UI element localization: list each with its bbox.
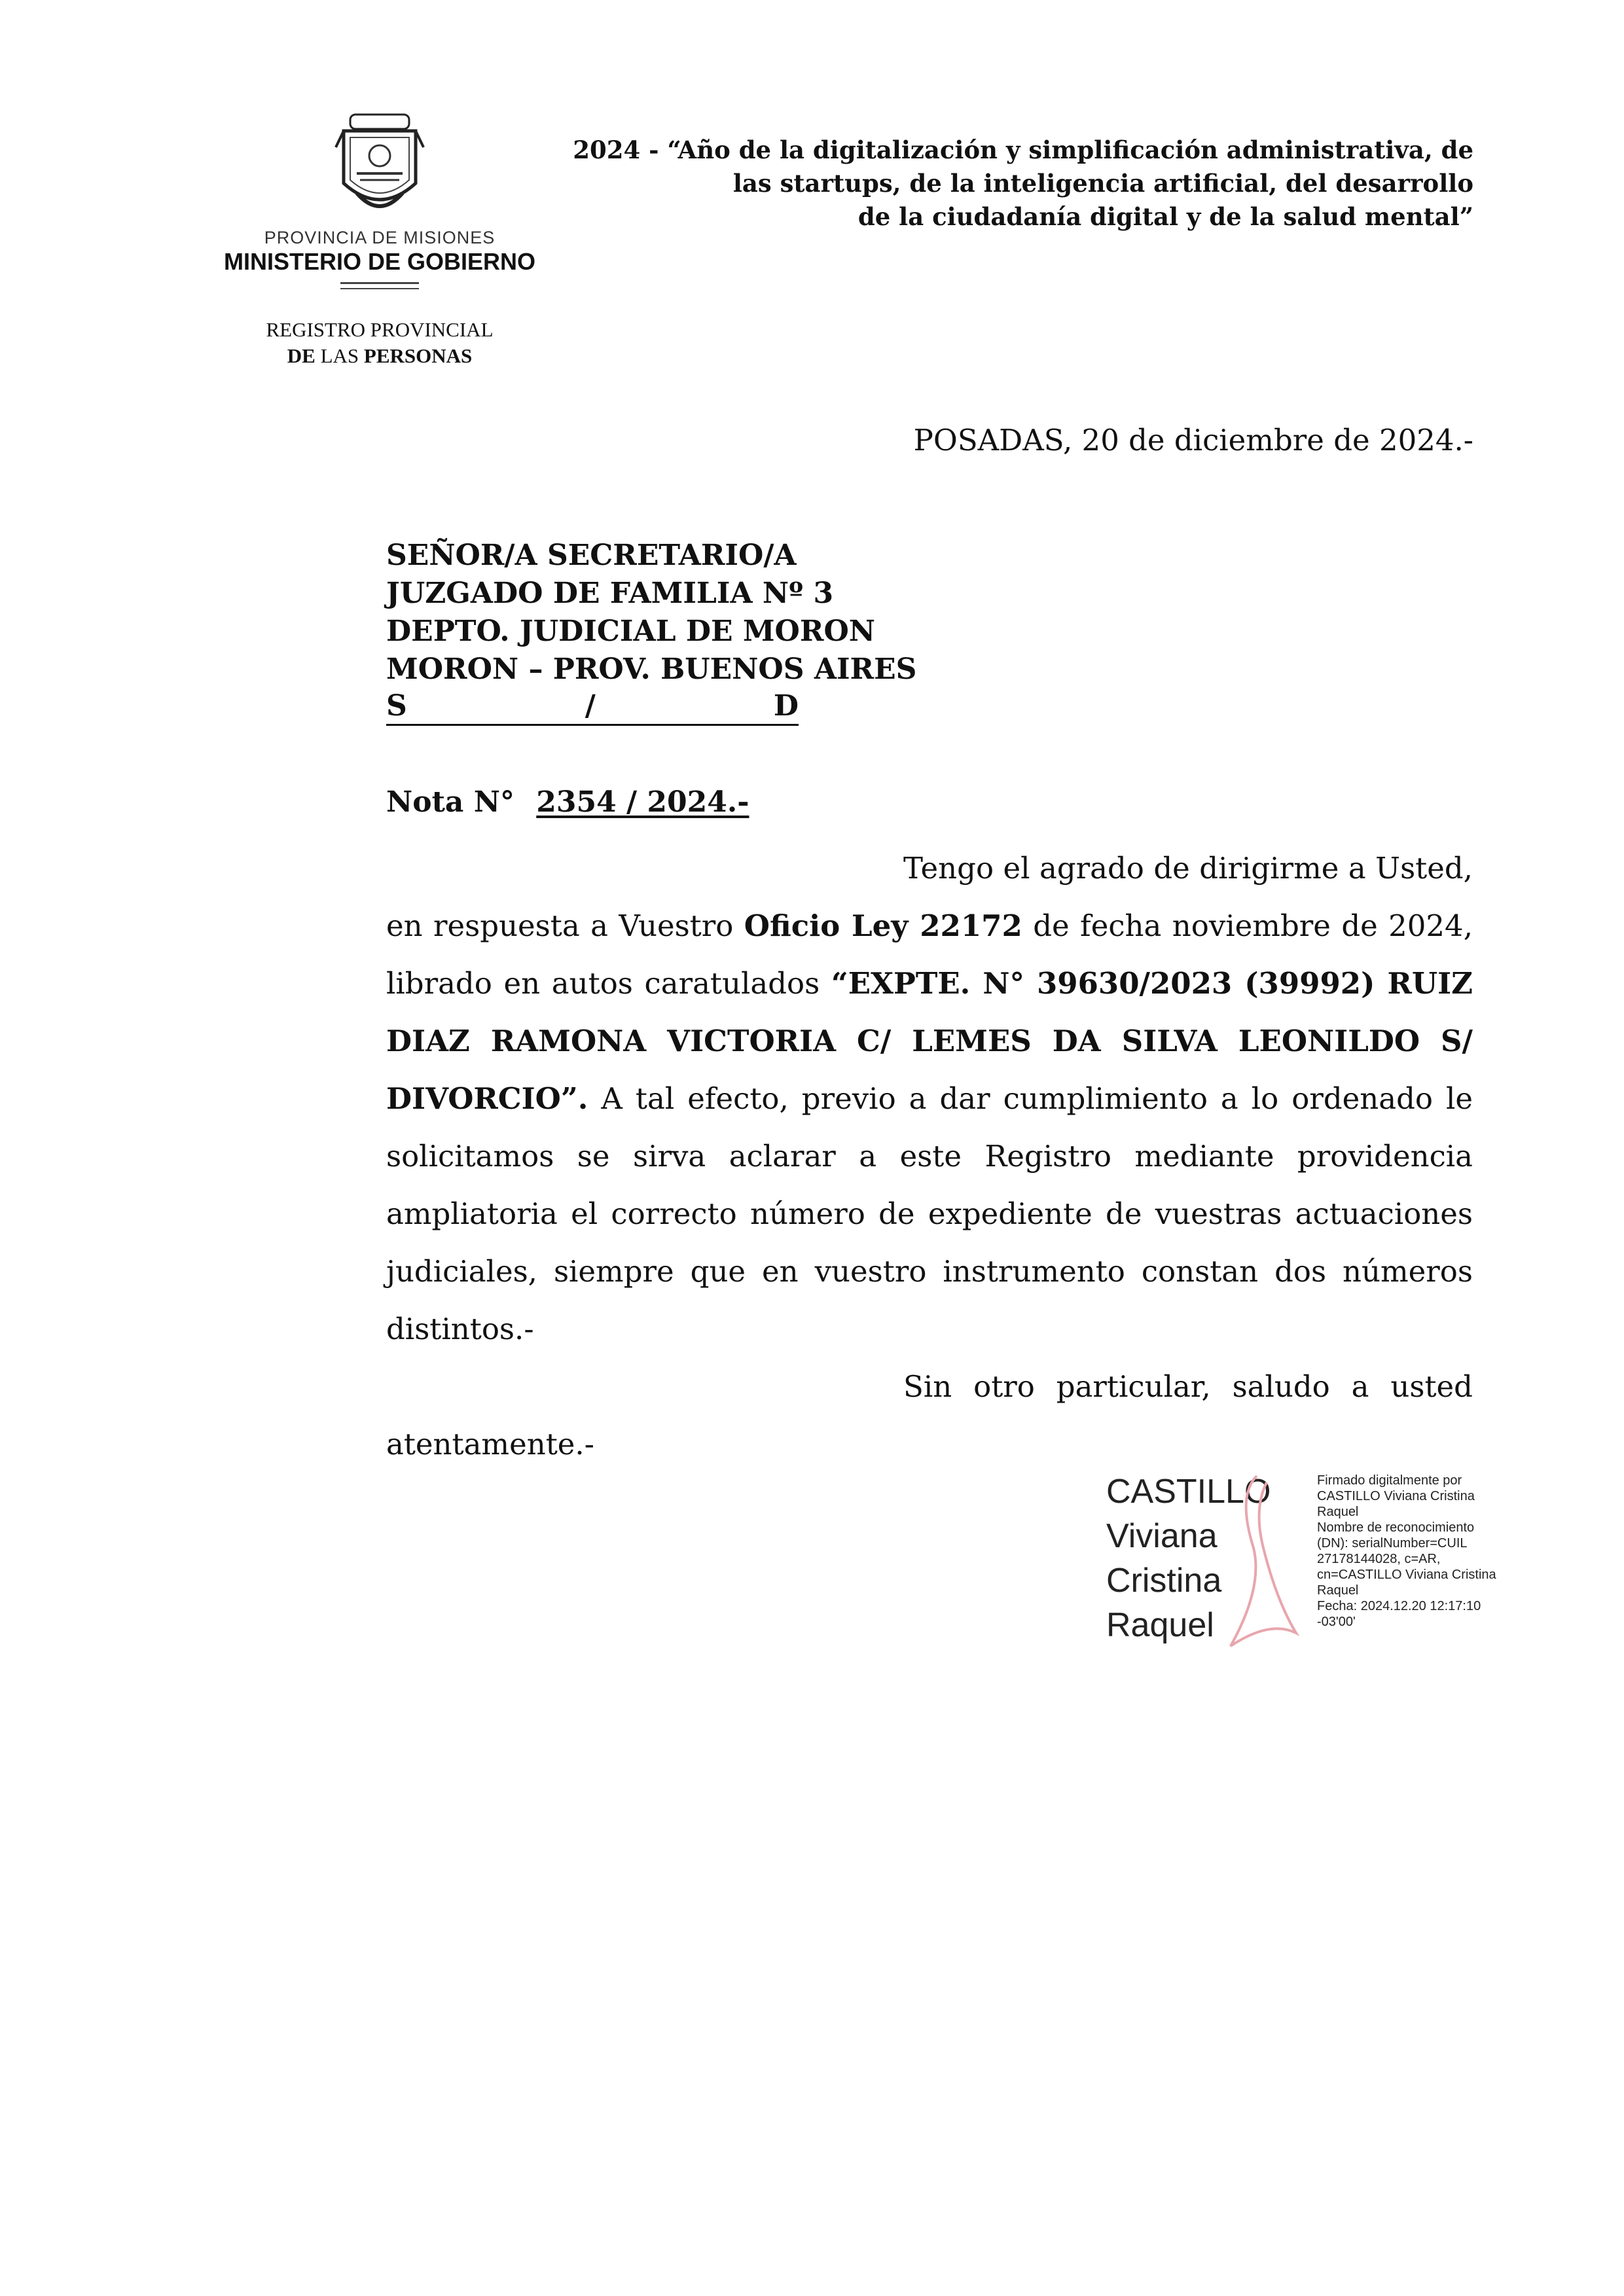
addressee-block <box>386 537 916 726</box>
motto-line: de la ciudadanía digital y de la salud mental” <box>857 202 1473 231</box>
nota-number: 2354 / 2024.- <box>536 785 749 819</box>
date-line: POSADAS, 20 de diciembre de 2024.- <box>913 423 1473 457</box>
digital-signature-mark-icon <box>1218 1469 1316 1666</box>
ministry-province: PROVINCIA DE MISIONES <box>264 228 496 247</box>
motto-line: las startups, de la inteligencia artificial, del desarrollo <box>732 169 1473 198</box>
ministry-divider <box>340 282 419 284</box>
motto-line: 2024 - “Año de la digitalización y simplificación administrativa, de <box>573 135 1473 164</box>
nota-reference <box>386 785 749 819</box>
nota-label: Nota N° <box>386 785 514 819</box>
registry-line-1: REGISTRO PROVINCIAL <box>266 318 494 341</box>
addressee-line: DEPTO. JUDICIAL DE MORON <box>386 615 875 648</box>
signature-details: Firmado digitalmente por CASTILLO Viviana Cristina Raquel Nombre de reconocimiento (DN): serialNumber=CUIL 27178144028, c=AR, cn=CASTILLO Viviana Cristina Raquel Fecha: 2024.12.20 12:17:10 -03'00' <box>1317 1473 1496 1629</box>
ministry-divider-2 <box>340 288 419 289</box>
ministry-name: MINISTERIO DE GOBIERNO <box>223 248 536 275</box>
registry-name <box>249 317 511 369</box>
sd-line: S / D <box>386 689 799 726</box>
registry-line-2: DE LAS PERSONAS <box>287 344 473 367</box>
coat-of-arms-icon <box>331 111 429 223</box>
addressee-line: SEÑOR/A SECRETARIO/A <box>386 539 797 572</box>
paragraph-1: Tengo el agrado de dirigirme a Usted, en respuesta a Vuestro Oficio Ley 22172 de fecha noviembre de 2024, librado en autos caratulados “EXPTE. N° 39630/2023 (39992) RUIZ DIAZ RAMONA VICTORIA C/ LEMES DA SILVA LEONILDO S/ DIVORCIO”. A tal efecto, previo a dar cumplimiento a lo ordenado le solicitamos se sirva aclarar a este Registro mediante providencia ampliatoria el correcto número de expediente de vuestras actuaciones judiciales, siempre que en vuestro instrumento constan dos números distintos.- <box>386 851 1473 1346</box>
addressee-line: JUZGADO DE FAMILIA Nº 3 <box>386 577 834 610</box>
addressee-line: MORON – PROV. BUENOS AIRES <box>386 653 917 686</box>
ministry-logo <box>223 111 537 289</box>
signer-name: CASTILLO Viviana Cristina Raquel <box>1106 1473 1271 1644</box>
letter-body <box>386 840 1473 1473</box>
year-motto <box>492 134 1473 234</box>
paragraph-closing: Sin otro particular, saludo a usted atentamente.- <box>386 1369 1473 1462</box>
